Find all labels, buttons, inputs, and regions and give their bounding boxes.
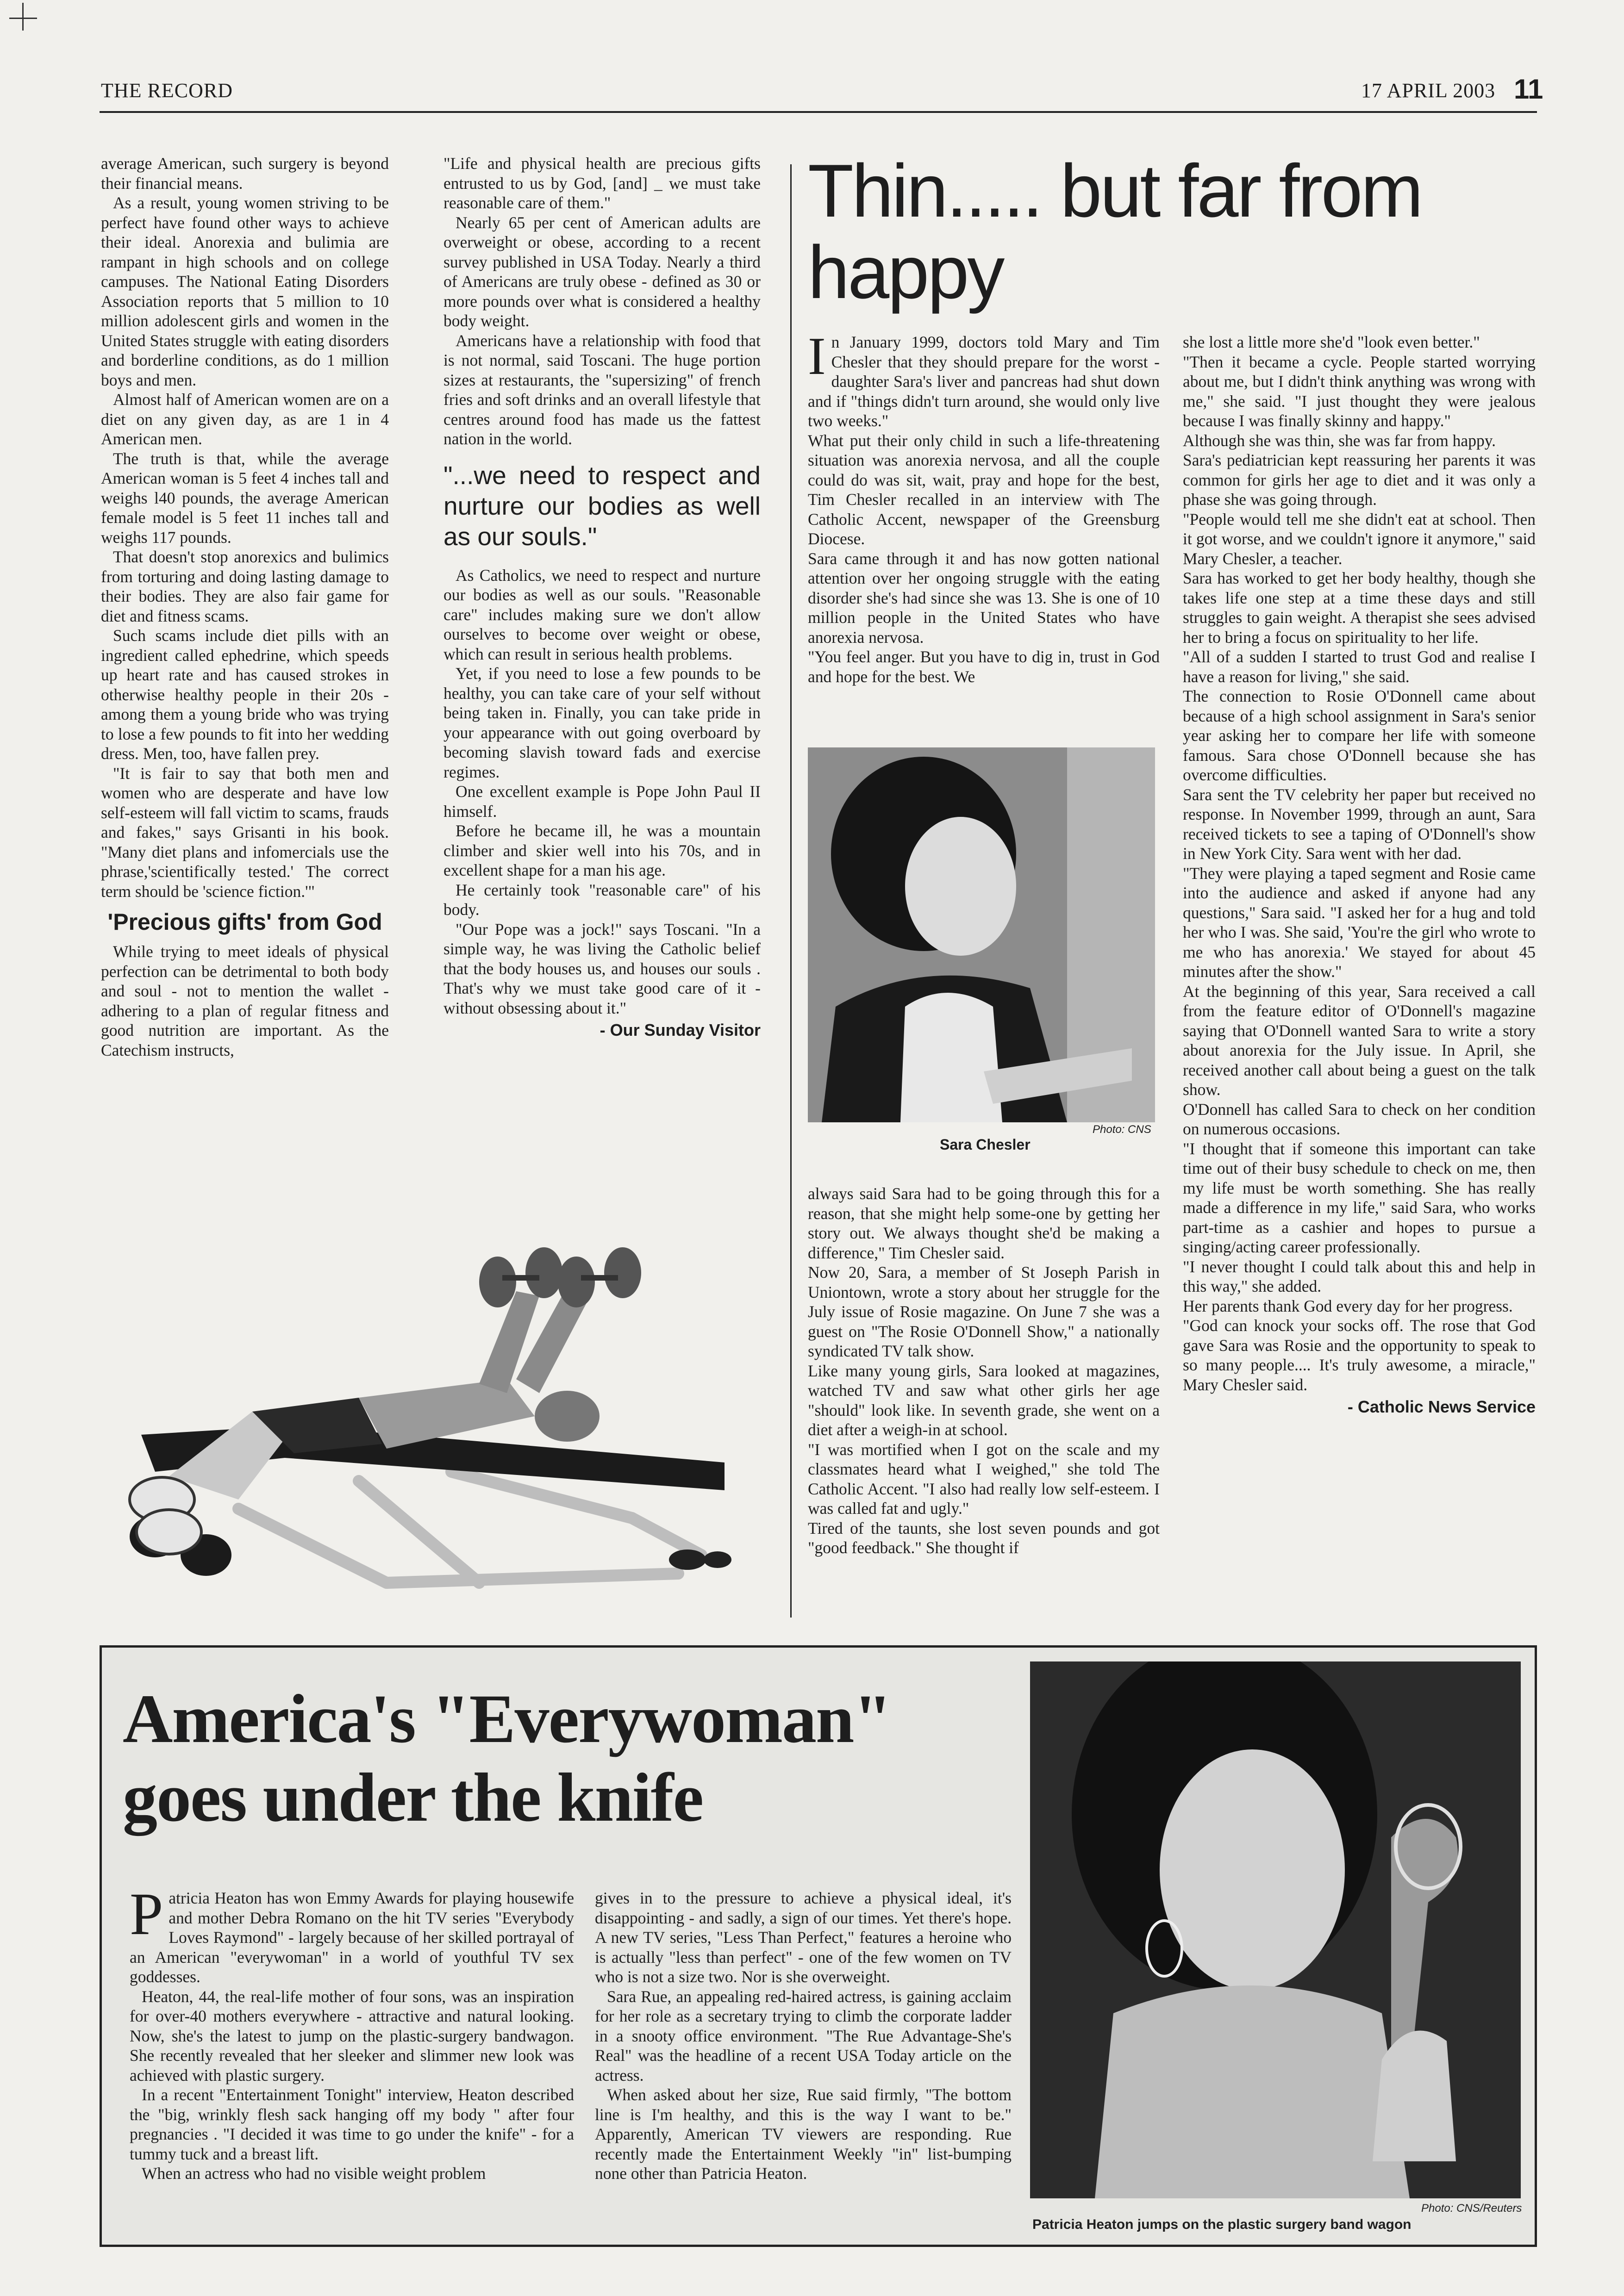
paragraph: Yet, if you need to lose a few pounds to be healthy, you can take care of your self without being taken in. Finally, you can take pride in your appearance with out going overboard by becoming slavish toward fads and exercise regimes.: [443, 664, 761, 781]
paragraph: "I was mortified when I got on the scale and my classmates heard what I weighed," she told The Catholic Accent. "I also had really low self-esteem. I was called fat and ugly.": [808, 1440, 1160, 1518]
paragraph: Sara came through it and has now gotten national attention over her ongoing struggle with the eating disorder she's had since she was 13. She is one of 10 million people in the United States who have anorexia nervosa.: [808, 549, 1160, 647]
thin-column-b: [1183, 332, 1536, 1417]
article-column-2: [443, 154, 761, 1040]
subheading: 'Precious gifts' from God: [107, 909, 382, 935]
paragraph: gives in to the pressure to achieve a physical ideal, it's disappointing - and sadly, a sign of our times. Yet there's hope. A new TV series, "Less Than Perfect," features a heroine who is actually "less than perfect" - one of the few women on TV who is not a size two. Nor is she overweight.: [595, 1889, 1012, 1986]
paragraph: Although she was thin, she was far from happy.: [1183, 431, 1496, 450]
paragraph: Before he became ill, he was a mountain climber and skier well into his 70s, and in excellent shape for a man his age.: [443, 821, 761, 879]
paragraph: "I thought that if someone this important can take time out of their busy schedule to check on me, then my life must be worth something. She has really made a difference in my life," said Sara, who works part-time as a cashier and hopes to pursue a singing/acting career professionally.: [1183, 1139, 1536, 1256]
pull-quote: "...we need to respect and nurture our bodies as well as our souls.": [443, 460, 761, 551]
source-credit: - Catholic News Service: [1347, 1397, 1536, 1416]
paragraph: n January 1999, doctors told Mary and Tim Chesler that they should prepare for the worst - daughter Sara's liver and pancreas had shut down and if "things didn't turn around, she would only live two weeks.": [808, 333, 1160, 430]
thin-column-a-continued: [808, 1184, 1160, 1558]
headline-everywoman-line2: goes under the knife: [123, 1759, 703, 1836]
paragraph: As a result, young women striving to be perfect have found other ways to achieve their ideal. Anorexia and bulimia are rampant in high schools and on college campuses. The National Eating Disorders Association reports that 5 million to 10 million adolescent girls and women in the United States struggle with eating disorders and borderline conditions, as do 1 million boys and men.: [101, 193, 389, 389]
paragraph: What put their only child in such a life-threatening situation was anorexia nervosa, and all the couple could do was sit, wait, pray and hope for the best, Tim Chesler recalled in an interview with The Catholic Accent, newspaper of the Greensburg Diocese.: [808, 431, 1160, 548]
header-rule: [100, 111, 1537, 113]
paragraph: That doesn't stop anorexics and bulimics from torturing and doing lasting damage to their bodies. They are also fair game for diet and fitness scams.: [101, 548, 389, 625]
source-credit: - Our Sunday Visitor: [600, 1020, 761, 1039]
paragraph: In a recent "Entertainment Tonight" interview, Heaton described the "big, wrinkly flesh sack hanging off my body " after four pregnancies . "I decided it was time to go under the knife" - for a tummy tuck and a breast lift.: [130, 2085, 574, 2163]
crop-mark: [0, 0, 37, 37]
paragraph: The truth is that, while the average American woman is 5 feet 4 inches tall and weighs l40 pounds, the average American female model is 5 feet 11 inches tall and weighs 117 pounds.: [101, 449, 389, 547]
issue-date: 17 APRIL 2003: [1361, 79, 1496, 102]
photo-credit: Photo: CNS: [1093, 1123, 1151, 1136]
paragraph: He certainly took "reasonable care" of his body.: [443, 880, 761, 919]
paragraph: "People would tell me she didn't eat at school. Then it got worse, and we couldn't ignore it anymore," said Mary Chesler, a teacher.: [1183, 510, 1536, 568]
paragraph: When asked about her size, Rue said firmly, "The bottom line is I'm healthy, and this is the way I want to be." Apparently, American TV viewers are responding. Rue recently made the Entertainment Weekly "in" list-bumping none other than Patricia Heaton.: [595, 2085, 1012, 2183]
photo-credit: Photo: CNS/Reuters: [1421, 2202, 1522, 2215]
paragraph: At the beginning of this year, Sara received a call from the feature editor of O'Donnell's magazine saying that O'Donnell wanted Sara to write a story about anorexia for the July issue. In April, she received another call about being a guest on the talk show.: [1183, 982, 1536, 1099]
weightlifter-photo: [100, 1176, 738, 1611]
sara-chesler-photo: [808, 747, 1155, 1122]
drop-cap: P: [130, 1881, 163, 1948]
paragraph: Nearly 65 per cent of American adults are overweight or obese, according to a recent survey published in USA Today. Nearly a third of Americans are truly obese - defined as 30 or more pounds over what is considered a healthy body weight.: [443, 213, 761, 330]
paragraph: The connection to Rosie O'Donnell came about because of a high school assignment in Sara's senior year asking her to compare her life with someone famous. Sara chose O'Donnell because she has overcome difficulties.: [1183, 687, 1536, 784]
paragraph: Almost half of American women are on a diet on any given day, as are 1 in 4 American men.: [101, 390, 389, 448]
paragraph: Sara's pediatrician kept reassuring her parents it was common for girls her age to diet and it was only a phase she was going through.: [1183, 451, 1536, 509]
paragraph: average American, such surgery is beyond their financial means.: [101, 154, 389, 193]
photo-caption: Patricia Heaton jumps on the plastic surgery band wagon: [1032, 2217, 1412, 2232]
paragraph: Sara sent the TV celebrity her paper but received no response. In November 1999, through an aunt, Sara received tickets to see a taping of O'Donnell's show in New York City. Sara went with her dad.: [1183, 785, 1536, 863]
paragraph: "Life and physical health are precious gifts entrusted to us by God, [and] _ we must take reasonable care of them.": [443, 154, 761, 212]
paragraph: Tired of the taunts, she lost seven pounds and got "good feedback." She thought if: [808, 1518, 1160, 1557]
paragraph: "You feel anger. But you have to dig in, trust in God and hope for the best. We: [808, 647, 1160, 686]
paragraph: "It is fair to say that both men and women who are desperate and have low self-esteem will fall victim to scams, frauds and fakes," says Grisanti in his book. "Many diet plans and infomercials use the phrase,'scientifically tested.' The correct term should be 'science fiction.'": [101, 764, 389, 901]
article-column-1: [101, 154, 389, 1060]
paragraph: Sara has worked to get her body healthy, though she takes life one step at a time these days and still struggles to gain weight. A therapist she sees advised her to bring a focus on spirituality to her life.: [1183, 569, 1536, 647]
paragraph: While trying to meet ideals of physical perfection can be detrimental to both body and soul - not to mention the wallet - adhering to a plan of regular fitness and good nutrition are important. As the Catechism instructs,: [101, 942, 389, 1059]
thin-column-a: [808, 327, 1160, 686]
paragraph: One excellent example is Pope John Paul II himself.: [443, 782, 761, 821]
paragraph: Such scams include diet pills with an ingredient called ephedrine, which speeds up heart rate and has caused strokes in otherwise healthy people in their 20s - among them a young bride who was trying to lose a few pounds to fit into her wedding dress. Men, too, have fallen prey.: [101, 626, 389, 763]
paragraph: "Our Pope was a jock!" says Toscani. "In a simple way, he was living the Catholic belief that the body houses us, and houses our souls . That's why we must take good care of it - without obsessing about it.": [443, 920, 761, 1017]
paragraph: "I never thought I could talk about this and help in this way," she added.: [1183, 1257, 1536, 1295]
headline-everywoman-line1: America's "Everywoman": [123, 1680, 891, 1757]
paragraph: Americans have a relationship with food that is not normal, said Toscani. The huge portion sizes at restaurants, the "supersizing" of french fries and soft drinks and an overall lifestyle that centres around food has made us the fattest nation in the world.: [443, 331, 761, 448]
paragraph: she lost a little more she'd "look even better.": [1183, 333, 1480, 351]
paragraph: O'Donnell has called Sara to check on her condition on numerous occasions.: [1183, 1100, 1536, 1138]
paragraph: When an actress who had no visible weight problem: [142, 2164, 486, 2183]
paragraph: As Catholics, we need to respect and nurture our bodies as well as our souls. "Reasonable care" includes making sure we don't allow ourselves to become over weight or obese, which can result in serious health problems.: [443, 566, 761, 663]
drop-cap: I: [808, 327, 826, 386]
paragraph: "Then it became a cycle. People started worrying about me, but I didn't think anything was wrong with me," she said. "I just thought they were jealous because I was finally skinny and happy.": [1183, 352, 1536, 430]
heaton-column-b: [595, 1888, 1012, 2184]
paragraph: Now 20, Sara, a member of St Joseph Parish in Uniontown, wrote a story about her struggle for the July issue of Rosie magazine. On June 7 she was a guest on "The Rosie O'Donnell Show," a nationally syndicated TV talk show.: [808, 1263, 1160, 1360]
column-divider: [790, 164, 792, 1618]
photo-caption: Sara Chesler: [940, 1136, 1031, 1153]
paragraph: always said Sara had to be going through this for a reason, that she might help some-one by getting her story out. We always thought she'd be making a difference," Tim Chesler said.: [808, 1184, 1160, 1262]
heaton-article-box: [100, 1645, 1537, 2247]
page-number: 11: [1514, 74, 1543, 105]
patricia-heaton-photo: [1030, 1661, 1521, 2198]
paragraph: Sara Rue, an appealing red-haired actress, is gaining acclaim for her role as a secretary trying to climb the corporate ladder in a snooty office environment. "The Rue Advantage-She's Real" was the headline of a recent USA Today article on the actress.: [595, 1987, 1012, 2084]
paragraph: "All of a sudden I started to trust God and realise I have a reason for living," she said.: [1183, 647, 1536, 686]
paragraph: "God can knock your socks off. The rose that God gave Sara was Rosie and the opportunity to speak to so many people.... It's truly awesome, a miracle," Mary Chesler said.: [1183, 1316, 1536, 1394]
masthead-name: THE RECORD: [101, 79, 233, 102]
headline-thin: Thin..... but far from happy: [808, 149, 1422, 314]
paragraph: Heaton, 44, the real-life mother of four sons, was an inspiration for over-40 mothers everywhere - attractive and natural looking. Now, she's the latest to jump on the plastic-surgery bandwagon. She recently revealed that her sleeker and slimmer new look was achieved with plastic surgery.: [130, 1987, 574, 2084]
paragraph: Her parents thank God every day for her progress.: [1183, 1296, 1513, 1315]
paragraph: Like many young girls, Sara looked at magazines, watched TV and saw what other girls her age "should" look like. In seventh grade, she went on a diet after a weigh-in at school.: [808, 1361, 1160, 1439]
paragraph: "They were playing a taped segment and Rosie came into the audience and asked if anyone had any questions," Sara said. "I asked her for a hug and told her who I was. She said, 'You're the girl who wrote to me who has anorexia.' We stayed for about 45 minutes after the show.": [1183, 864, 1536, 981]
paragraph: atricia Heaton has won Emmy Awards for playing housewife and mother Debra Romano on the hit TV series "Everybody Loves Raymond" - largely because of her skilled portrayal of an American "everywoman" in a world of youthful TV sex goddesses.: [130, 1889, 574, 1986]
heaton-column-a: [130, 1881, 574, 2184]
